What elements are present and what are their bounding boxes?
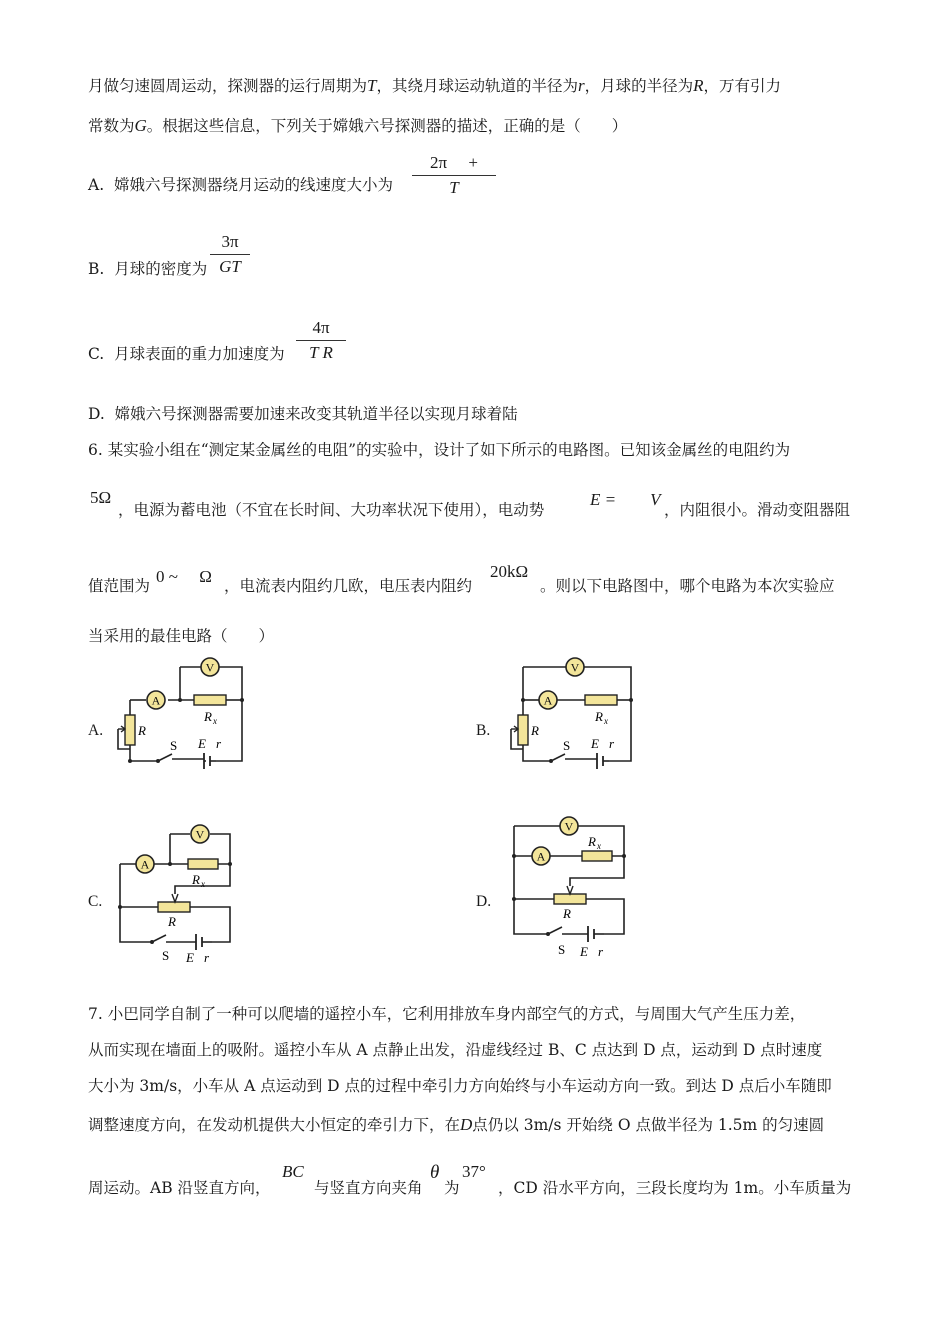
voltmeter <box>191 825 209 843</box>
internal-resistance-label: r <box>609 736 615 751</box>
q5-option-a-formula <box>412 148 496 198</box>
voltmeter <box>201 658 219 676</box>
rx-subscript: x <box>604 716 608 726</box>
option-label: C. <box>88 345 105 363</box>
voltmeter-symbol: V <box>205 660 215 675</box>
switch <box>152 935 166 942</box>
q6-resistance-value: 5Ω <box>90 488 112 507</box>
ammeter <box>532 847 550 865</box>
internal-resistance-label: r <box>204 950 210 965</box>
emf-label: E <box>198 736 206 751</box>
q5-option-b[interactable] <box>88 259 207 279</box>
ammeter <box>147 691 165 709</box>
q5-text: 月做匀速圆周运动，探测器的运行周期为 <box>88 77 368 95</box>
q6-emf: E = V <box>590 490 661 509</box>
q6-line2a: ，电源为蓄电池（不宜在长时间、大功率状况下使用），电动势 <box>118 501 545 519</box>
q5-text: 。根据这些信息，下列关于嫦娥六号探测器的描述，正确的是（ ） <box>146 117 628 135</box>
q6-line3b: ，电流表内阻约几欧，电压表内阻约 <box>224 577 473 595</box>
q5-text: ，月球的半径为 <box>584 77 694 95</box>
battery <box>588 926 594 942</box>
q7-line4 <box>88 1115 824 1135</box>
symbol-r: r <box>578 76 585 95</box>
circuit-diagram-d[interactable] <box>508 814 640 966</box>
q5-option-a[interactable] <box>88 175 393 195</box>
q7-text: 调整速度方向，在发动机提供大小恒定的牵引力下，在 <box>88 1116 461 1134</box>
battery <box>597 753 603 769</box>
symbol-D: D <box>460 1115 473 1134</box>
circuit-diagram-b[interactable] <box>505 655 650 775</box>
rheostat-label: R <box>168 914 176 929</box>
voltmeter <box>566 658 584 676</box>
ammeter-symbol: A <box>543 693 553 708</box>
q5-option-b-formula <box>210 232 250 277</box>
q6-voltmeter-resistance: 20kΩ <box>490 562 529 581</box>
circuit-diagram-c[interactable] <box>112 822 242 972</box>
switch <box>158 754 172 761</box>
q7-line5a: 周运动。AB 沿竖直方向， <box>88 1179 271 1197</box>
q5-text: 常数为 <box>88 117 135 135</box>
circuit-diagram-a[interactable] <box>108 655 253 775</box>
option-label: A. <box>88 176 105 194</box>
q7-line3: 大小为 3m/s，小车从 A 点运动到 D 点的过程中牵引力方向始终与小车运动方向一致。到达 D 点后小车随即 <box>88 1077 832 1095</box>
rheostat <box>518 715 528 745</box>
q5-option-c-formula <box>296 318 346 363</box>
internal-resistance-label: r <box>598 944 604 959</box>
battery <box>196 934 202 950</box>
ammeter-symbol: A <box>140 857 150 872</box>
ammeter <box>136 855 154 873</box>
fraction-denominator: T <box>449 178 459 197</box>
rx-label: R <box>204 709 212 724</box>
fraction-numerator: 3π <box>210 232 250 255</box>
angle-value: 37° <box>462 1162 486 1181</box>
fraction-denominator: T R <box>309 343 333 362</box>
battery <box>204 753 210 769</box>
rheostat <box>158 902 190 912</box>
q7-line5b: 与竖直方向夹角 <box>314 1179 423 1197</box>
internal-resistance-label: r <box>216 736 222 751</box>
voltmeter-symbol: V <box>570 660 580 675</box>
q5-text: ，万有引力 <box>703 77 782 95</box>
q7-text: 点仍以 3m/s 开始绕 O 点做半径为 1.5m 的匀速圆 <box>472 1116 825 1134</box>
fraction-numerator: 2π + <box>412 148 496 176</box>
ammeter-symbol: A <box>151 693 161 708</box>
q7-line5c: 为 <box>444 1179 460 1197</box>
emf-label: E <box>186 950 194 965</box>
option-text: 嫦娥六号探测器绕月运动的线速度大小为 <box>113 176 393 194</box>
emf-label: E <box>580 944 588 959</box>
q5-option-d[interactable] <box>88 404 518 424</box>
ammeter-symbol: A <box>536 849 546 864</box>
option-text: 月球表面的重力加速度为 <box>114 345 285 363</box>
ammeter <box>539 691 557 709</box>
symbol-theta: θ <box>430 1162 440 1183</box>
rx-label: R <box>192 872 200 887</box>
option-text: 月球的密度为 <box>114 260 208 278</box>
q7-line1: 7. 小巴同学自制了一种可以爬墙的遥控小车，它利用排放车身内部空气的方式，与周围大气产生压力差， <box>88 1005 806 1023</box>
rheostat <box>125 715 135 745</box>
q5-text: ，其绕月球运动轨道的半径为 <box>376 77 578 95</box>
q6-line1: 6. 某实验小组在“测定某金属丝的电阻”的实验中，设计了如下所示的电路图。已知该金属丝的电阻约为 <box>88 441 791 459</box>
circuit-option-c-label[interactable]: C. <box>88 893 103 910</box>
rheostat-label: R <box>563 906 571 921</box>
symbol-R: R <box>693 76 704 95</box>
resistor-rx <box>582 851 612 861</box>
switch-label: S <box>170 738 178 753</box>
voltmeter-symbol: V <box>195 827 205 842</box>
option-label: D. <box>88 405 105 423</box>
rx-label: R <box>588 834 596 849</box>
resistor-rx <box>194 695 226 705</box>
rx-subscript: x <box>201 879 205 889</box>
switch-label: S <box>162 948 170 963</box>
option-text: 嫦娥六号探测器需要加速来改变其轨道半径以实现月球着陆 <box>114 405 518 423</box>
rx-label: R <box>595 709 603 724</box>
rx-subscript: x <box>597 841 601 851</box>
symbol-G: G <box>134 116 147 135</box>
resistor-rx <box>188 859 218 869</box>
circuit-option-b-label[interactable]: B. <box>476 722 491 739</box>
rx-subscript: x <box>213 716 217 726</box>
symbol-T: T <box>367 76 377 95</box>
q5-line1 <box>88 76 781 96</box>
q6-line3c: 。则以下电路图中，哪个电路为本次实验应 <box>540 577 835 595</box>
q7-line2: 从而实现在墙面上的吸附。遥控小车从 A 点静止出发，沿虚线经过 B、C 点达到 D 点，运动到 D 点时速度 <box>88 1041 823 1059</box>
switch <box>551 754 565 761</box>
rheostat-label: R <box>531 723 539 738</box>
rheostat-label: R <box>138 723 146 738</box>
switch-label: S <box>563 738 571 753</box>
resistor-rx <box>585 695 617 705</box>
q6-line3a: 值范围为 <box>88 577 151 595</box>
circuit-option-a-label[interactable]: A. <box>88 722 104 739</box>
switch-label: S <box>558 942 566 957</box>
circuit-option-d-label[interactable]: D. <box>476 893 492 910</box>
q7-line5d: ，CD 沿水平方向，三段长度均为 1m。小车质量为 <box>498 1179 852 1197</box>
option-label: B. <box>88 260 105 278</box>
q5-option-c[interactable] <box>88 344 285 364</box>
voltmeter-symbol: V <box>564 819 574 834</box>
emf-label: E <box>591 736 599 751</box>
fraction-numerator: 4π <box>296 318 346 341</box>
q6-range: 0 ~ Ω <box>156 567 212 586</box>
switch <box>548 927 562 934</box>
fraction-denominator: GT <box>219 257 241 276</box>
q6-line4: 当采用的最佳电路（ ） <box>88 627 275 645</box>
q5-line2 <box>88 116 627 136</box>
symbol-BC: BC <box>282 1162 304 1181</box>
voltmeter <box>560 817 578 835</box>
q6-line2b: ，内阻很小。滑动变阻器阻 <box>664 501 851 519</box>
